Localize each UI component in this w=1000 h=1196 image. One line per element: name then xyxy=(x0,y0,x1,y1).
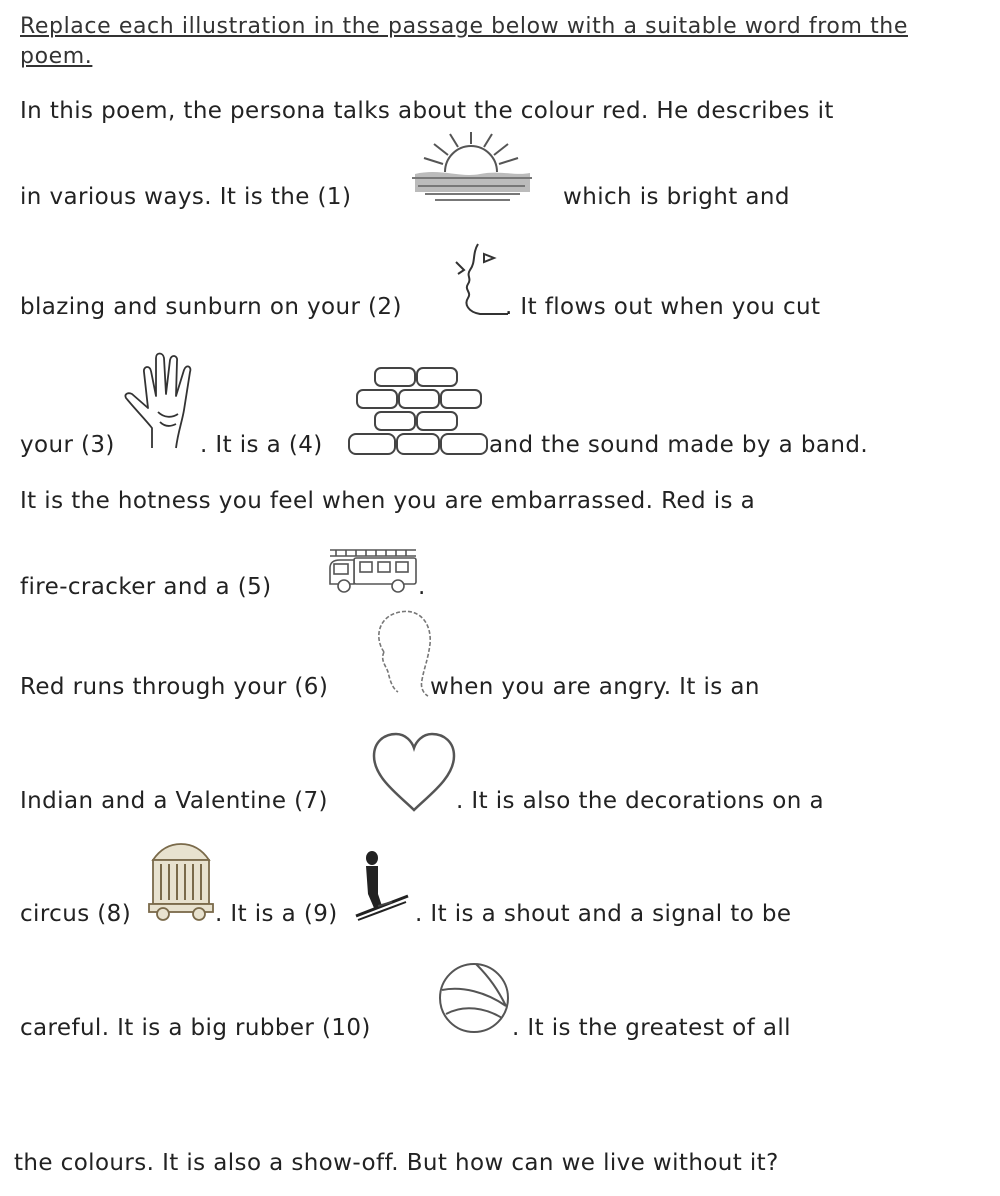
passage-line-4a: your (3) xyxy=(20,432,115,458)
passage-line-2b: which is bright and xyxy=(563,184,790,210)
passage-line-9a: circus (8) xyxy=(20,901,132,927)
passage-line-11: the colours. It is also a show-off. But how can we live without it? xyxy=(14,1150,779,1176)
passage-line-6b: . xyxy=(418,574,426,600)
hand-icon xyxy=(122,348,204,457)
heart-icon xyxy=(370,730,458,818)
passage-line-8a: Indian and a Valentine (7) xyxy=(20,788,328,814)
passage-line-10b: . It is the greatest of all xyxy=(512,1015,791,1041)
circus-wagon-icon xyxy=(147,842,215,926)
passage-line-3a: blazing and sunburn on your (2) xyxy=(20,294,402,320)
passage-line-6a: fire-cracker and a (5) xyxy=(20,574,272,600)
fire-engine-icon xyxy=(326,542,422,600)
passage-line-9b: . It is a (9) xyxy=(215,901,338,927)
skier-icon xyxy=(352,850,412,926)
passage-line-4b: . It is a (4) xyxy=(200,432,323,458)
beach-ball-icon xyxy=(436,960,512,1040)
face-profile-icon xyxy=(450,240,505,324)
passage-line-9c: . It is a shout and a signal to be xyxy=(415,901,792,927)
brick-wall-icon xyxy=(347,366,489,460)
instruction-heading: Replace each illustration in the passage below with a suitable word from the poem. xyxy=(20,14,908,69)
head-outline-icon xyxy=(370,608,434,704)
passage-line-8b: . It is also the decorations on a xyxy=(456,788,824,814)
passage-line-3b: . It flows out when you cut xyxy=(505,294,821,320)
passage-line-7b: when you are angry. It is an xyxy=(430,674,760,700)
passage-line-1: In this poem, the persona talks about the colour red. He describes it xyxy=(20,98,834,124)
passage-line-4c: and the sound made by a band. xyxy=(489,432,869,458)
passage-line-7a: Red runs through your (6) xyxy=(20,674,329,700)
sun-icon xyxy=(410,130,535,214)
passage-line-10a: careful. It is a big rubber (10) xyxy=(20,1015,371,1041)
passage-line-5: It is the hotness you feel when you are embarrassed. Red is a xyxy=(20,488,756,514)
passage-line-2a: in various ways. It is the (1) xyxy=(20,184,352,210)
